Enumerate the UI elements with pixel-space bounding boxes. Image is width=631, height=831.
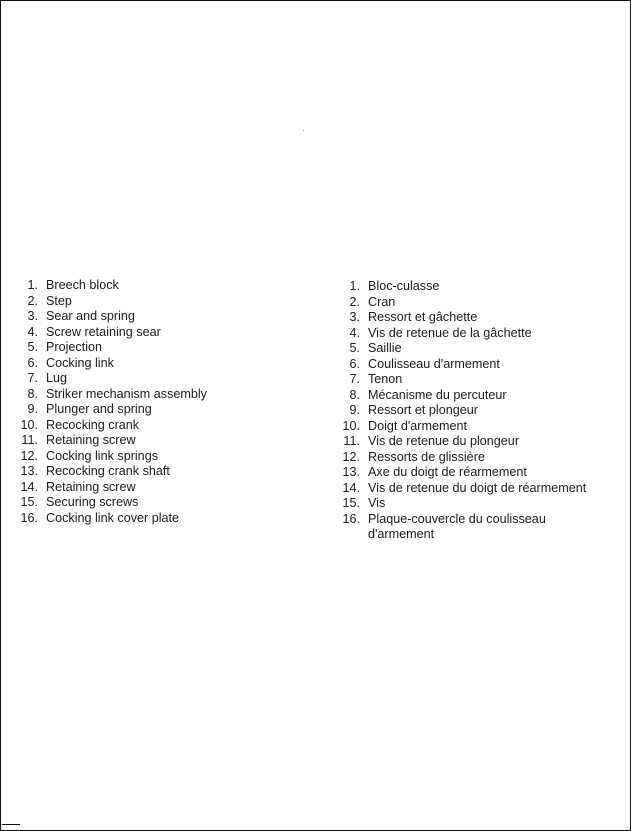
item-label: Vis (368, 496, 386, 510)
item-number: 7. (27, 371, 38, 385)
item-label: Coulisseau d'armement (368, 356, 500, 371)
item-label: Cocking link cover plate (46, 510, 179, 525)
item-number: 15. (20, 495, 38, 509)
item-label: Retaining screw (46, 479, 136, 494)
list-item (14, 418, 207, 434)
item-label: Mécanisme du percuteur (368, 387, 507, 402)
item-label: Bloc-culasse (368, 279, 440, 293)
item-label: Vis de retenue de la gâchette (368, 325, 532, 340)
list-item (14, 480, 207, 496)
item-number: 14. (342, 480, 360, 495)
french-parts-legend (336, 279, 586, 543)
list-item (14, 356, 207, 372)
item-number: 3. (27, 309, 38, 323)
list-item (14, 511, 207, 527)
item-label: Lug (46, 371, 68, 385)
item-number: 9. (349, 403, 360, 417)
item-label: Sear and spring (46, 309, 135, 323)
list-item (14, 309, 207, 325)
item-number: 10. (342, 418, 360, 433)
item-number: 3. (349, 310, 360, 324)
item-number: 12. (20, 448, 38, 463)
list-item (14, 294, 207, 310)
item-label: Ressorts de glissière (368, 449, 485, 464)
list-item (14, 340, 207, 356)
item-label: Cocking link springs (46, 448, 158, 463)
item-number: 11. (343, 434, 360, 448)
item-number: 16. (20, 510, 38, 525)
item-label: Doigt d'armement (368, 418, 467, 433)
list-item (14, 371, 207, 387)
item-number: 4. (349, 325, 360, 340)
item-number: 8. (349, 387, 360, 402)
scan-speck (303, 130, 304, 131)
item-number: 2. (27, 293, 38, 308)
list-item (14, 464, 207, 480)
list-item (336, 388, 586, 404)
footer-rule (2, 824, 20, 825)
item-label: Axe du doigt de réarmement (368, 465, 527, 479)
item-label: Ressort et plongeur (368, 403, 478, 417)
item-label: Vis de retenue du doigt de réarmement (368, 480, 587, 495)
item-number: 5. (27, 340, 38, 354)
item-number: 14. (20, 479, 38, 494)
item-label: Cran (368, 294, 396, 309)
item-label: Breech block (46, 278, 119, 292)
list-item (336, 450, 586, 466)
list-item (14, 325, 207, 341)
item-label: Tenon (368, 372, 403, 386)
item-label: Step (46, 293, 72, 308)
item-label-continuation: d'armement (368, 527, 435, 541)
list-item (336, 512, 586, 528)
item-number: 1. (349, 279, 360, 293)
list-item (336, 465, 586, 481)
item-label: Recocking crank shaft (46, 464, 170, 478)
item-label: Screw retaining sear (46, 324, 161, 339)
list-item (336, 341, 586, 357)
list-item (336, 357, 586, 373)
list-item (14, 402, 207, 418)
item-label: Cocking link (46, 355, 114, 370)
list-item (336, 326, 586, 342)
item-number: 6. (27, 355, 38, 370)
item-number: 5. (349, 341, 360, 355)
item-label: Securing screws (46, 495, 139, 509)
list-item (336, 434, 586, 450)
item-number: 4. (27, 324, 38, 339)
list-item (336, 496, 586, 512)
list-item (336, 403, 586, 419)
item-label: Vis de retenue du plongeur (368, 434, 520, 448)
item-number: 10. (20, 417, 38, 432)
item-number: 13. (342, 465, 360, 479)
list-item (14, 495, 207, 511)
item-number: 1. (27, 278, 38, 292)
item-number: 7. (349, 372, 360, 386)
list-item (336, 481, 586, 497)
item-number: 9. (27, 402, 38, 416)
item-label: Projection (46, 340, 103, 354)
item-number: 2. (349, 294, 360, 309)
item-label: Ressort et gâchette (368, 310, 478, 324)
item-number: 12. (342, 449, 360, 464)
item-number: 6. (349, 356, 360, 371)
item-label: Retaining screw (46, 433, 136, 447)
item-number: 13. (20, 464, 38, 478)
list-item-continuation (336, 527, 586, 543)
list-item (336, 295, 586, 311)
list-item (14, 387, 207, 403)
english-parts-legend (14, 278, 207, 526)
item-label: Striker mechanism assembly (46, 386, 207, 401)
item-number: 16. (342, 511, 360, 526)
list-item (336, 419, 586, 435)
item-number: 8. (27, 386, 38, 401)
list-item (14, 278, 207, 294)
item-label: Recocking crank (46, 417, 140, 432)
list-item (14, 449, 207, 465)
item-label: Plunger and spring (46, 402, 152, 416)
list-item (336, 372, 586, 388)
list-item (336, 279, 586, 295)
item-label: Plaque-couvercle du coulisseau (368, 511, 546, 526)
item-label: Saillie (368, 341, 402, 355)
list-item (336, 310, 586, 326)
list-item (14, 433, 207, 449)
item-number: 15. (342, 496, 360, 510)
item-number: 11. (21, 433, 38, 447)
